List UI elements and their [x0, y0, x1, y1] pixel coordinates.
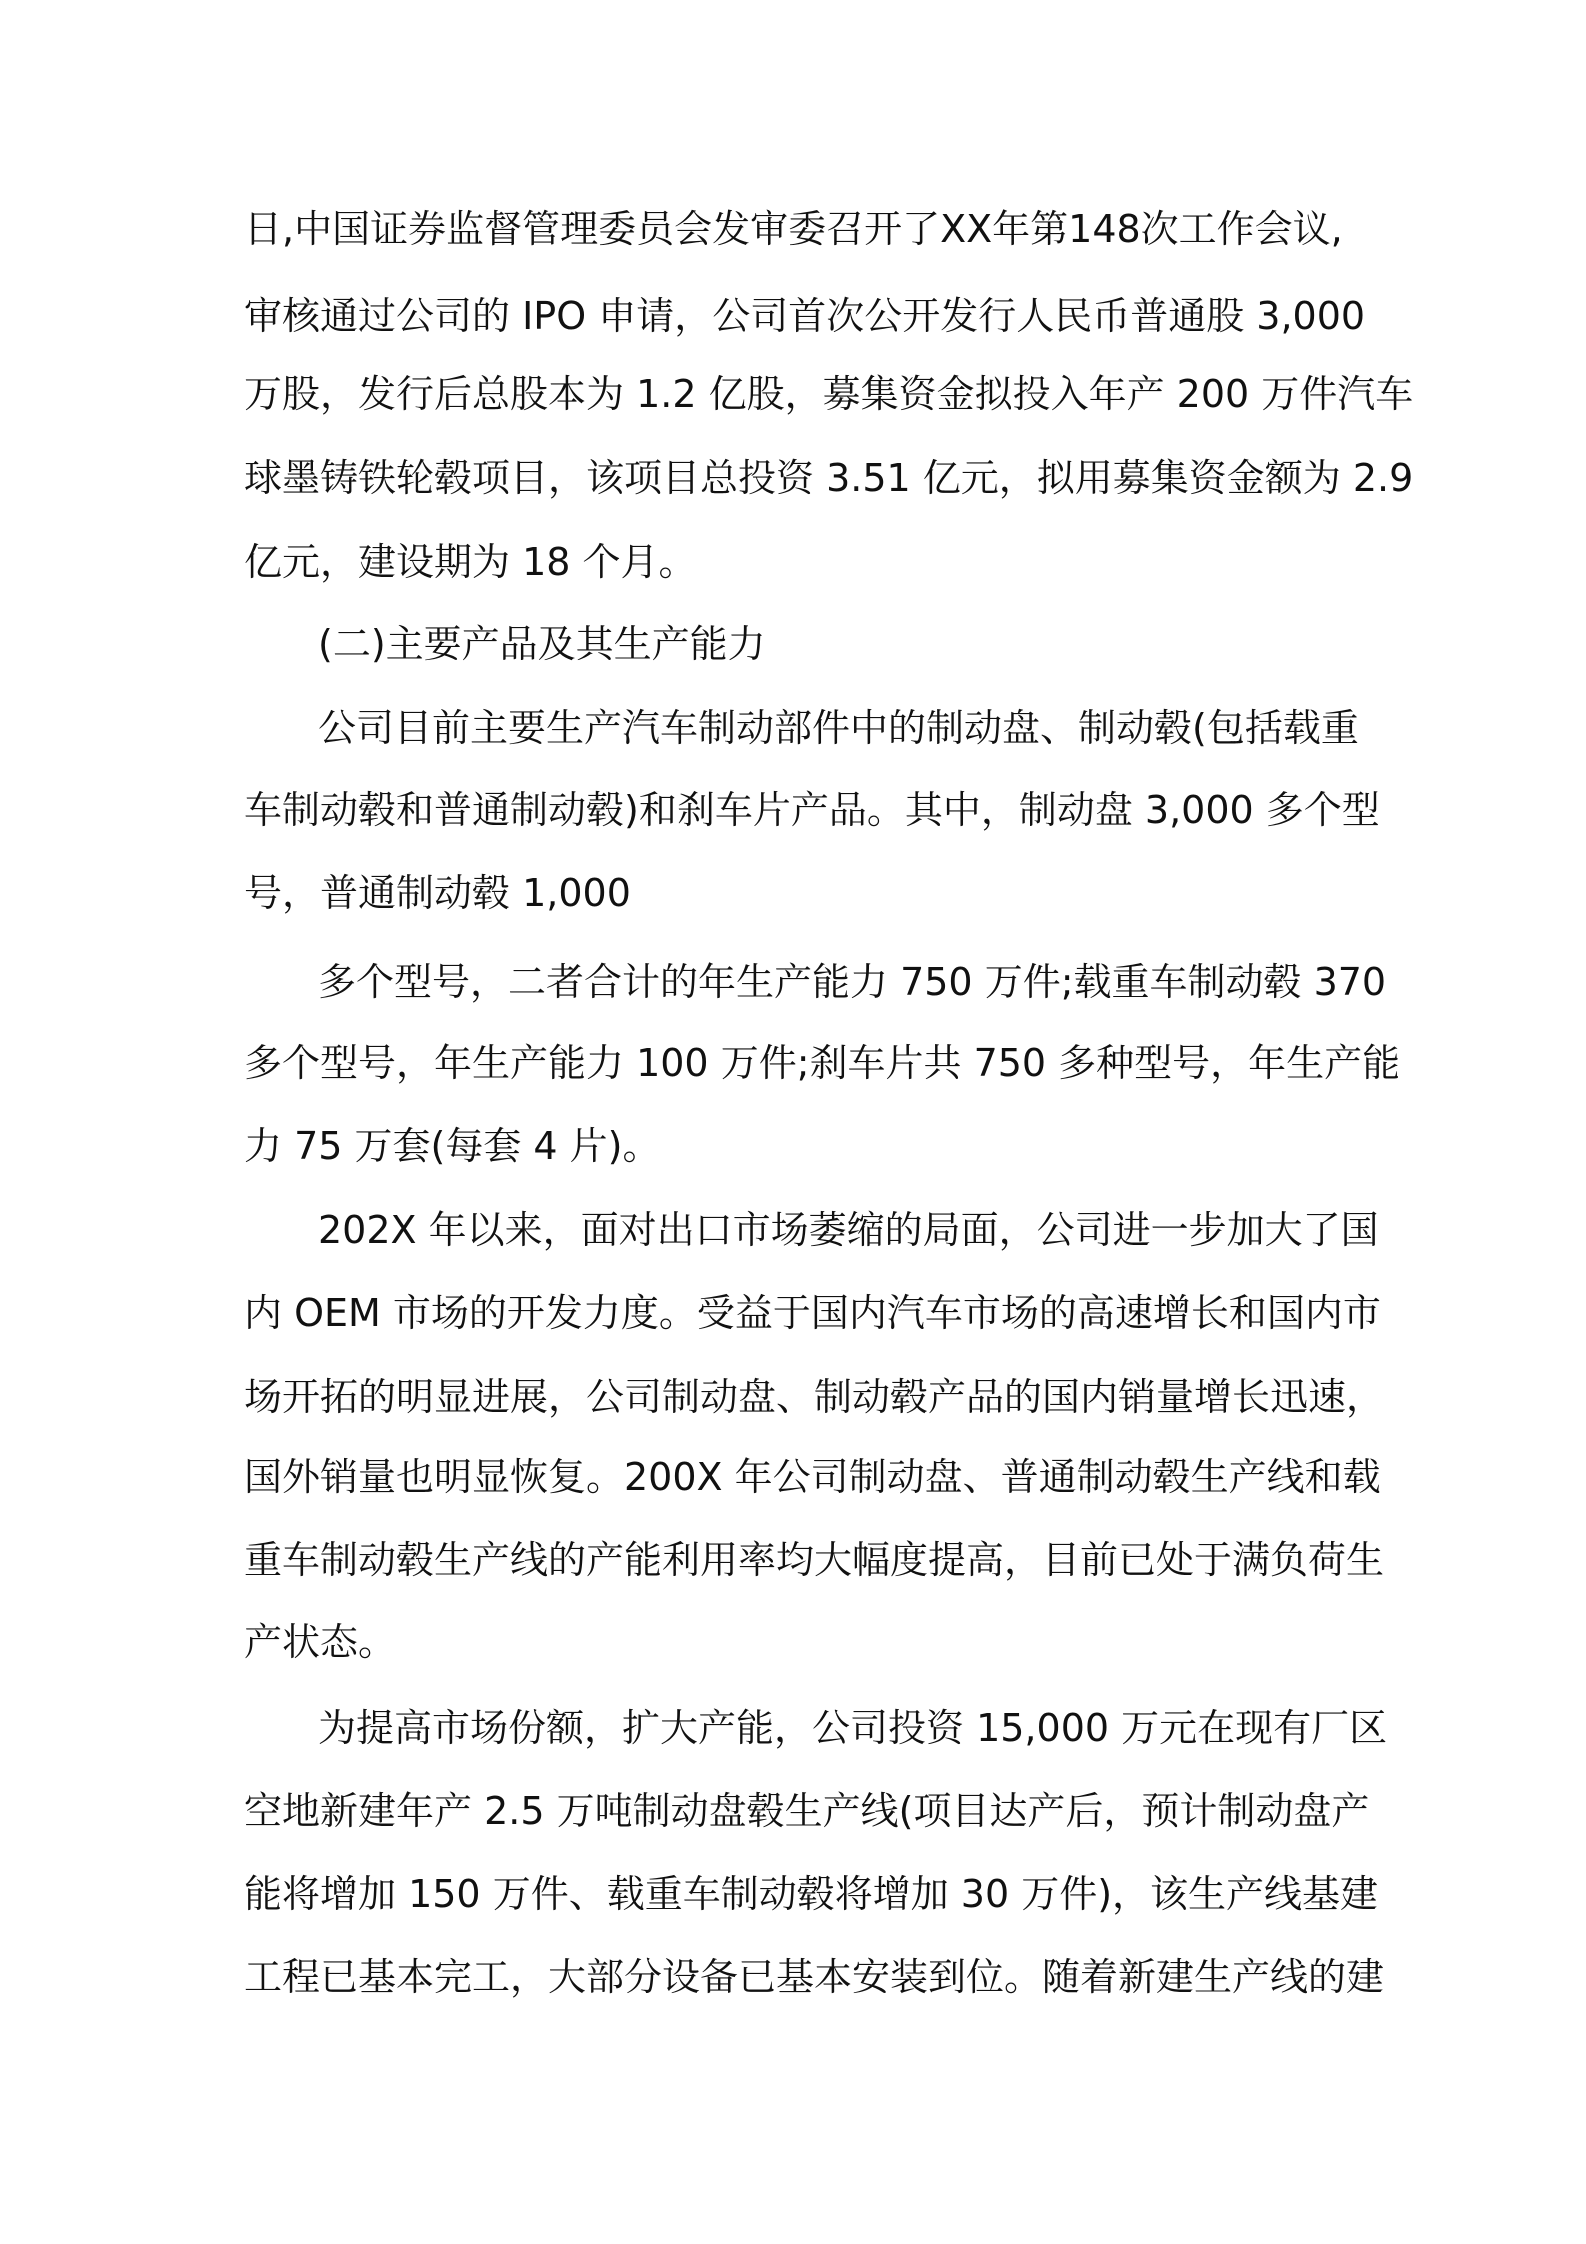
text-line-15: 场开拓的明显进展，公司制动盘、制动毂产品的国内销量增长迅速， [244, 1375, 1385, 1419]
text-line-13: 202X 年以来，面对出口市场萎缩的局面，公司进一步加大了国 [318, 1208, 1379, 1252]
text-line-11: 多个型号，年生产能力 100 万件;刹车片共 750 多种型号，年生产能 [244, 1041, 1401, 1085]
text-line-5: 亿元，建设期为 18 个月。 [244, 540, 697, 584]
text-line-10: 多个型号，二者合计的年生产能力 750 万件;载重车制动毂 370 [318, 960, 1387, 1004]
section-heading: (二)主要产品及其生产能力 [318, 622, 766, 666]
text-line-21: 能将增加 150 万件、载重车制动毂将增加 30 万件)，该生产线基建 [244, 1872, 1379, 1916]
text-line-1: 日,中国证券监督管理委员会发审委召开了XX年第148次工作会议, [244, 207, 1343, 251]
text-line-9: 号，普通制动毂 1,000 [244, 871, 631, 915]
text-line-22: 工程已基本完工，大部分设备已基本安装到位。随着新建生产线的建 [244, 1955, 1385, 1999]
text-line-12: 力 75 万套(每套 4 片)。 [244, 1124, 661, 1168]
text-line-19: 为提高市场份额，扩大产能，公司投资 15,000 万元在现有厂区 [318, 1706, 1388, 1750]
text-line-3: 万股，发行后总股本为 1.2 亿股，募集资金拟投入年产 200 万件汽车 [244, 372, 1414, 416]
text-line-7: 公司目前主要生产汽车制动部件中的制动盘、制动毂(包括载重 [318, 706, 1359, 750]
text-line-2: 审核通过公司的 IPO 申请，公司首次公开发行人民币普通股 3,000 [244, 294, 1366, 338]
text-line-18: 产状态。 [244, 1620, 397, 1664]
text-line-16: 国外销量也明显恢复。200X 年公司制动盘、普通制动毂生产线和载 [244, 1455, 1381, 1499]
text-line-20: 空地新建年产 2.5 万吨制动盘毂生产线(项目达产后，预计制动盘产 [244, 1789, 1370, 1833]
text-line-8: 车制动毂和普通制动毂)和刹车片产品。其中，制动盘 3,000 多个型 [244, 788, 1380, 832]
text-line-17: 重车制动毂生产线的产能利用率均大幅度提高，目前已处于满负荷生 [244, 1538, 1385, 1582]
text-line-14: 内 OEM 市场的开发力度。受益于国内汽车市场的高速增长和国内市 [244, 1291, 1381, 1335]
text-line-4: 球墨铸铁轮毂项目，该项目总投资 3.51 亿元，拟用募集资金额为 2.9 [244, 456, 1414, 500]
